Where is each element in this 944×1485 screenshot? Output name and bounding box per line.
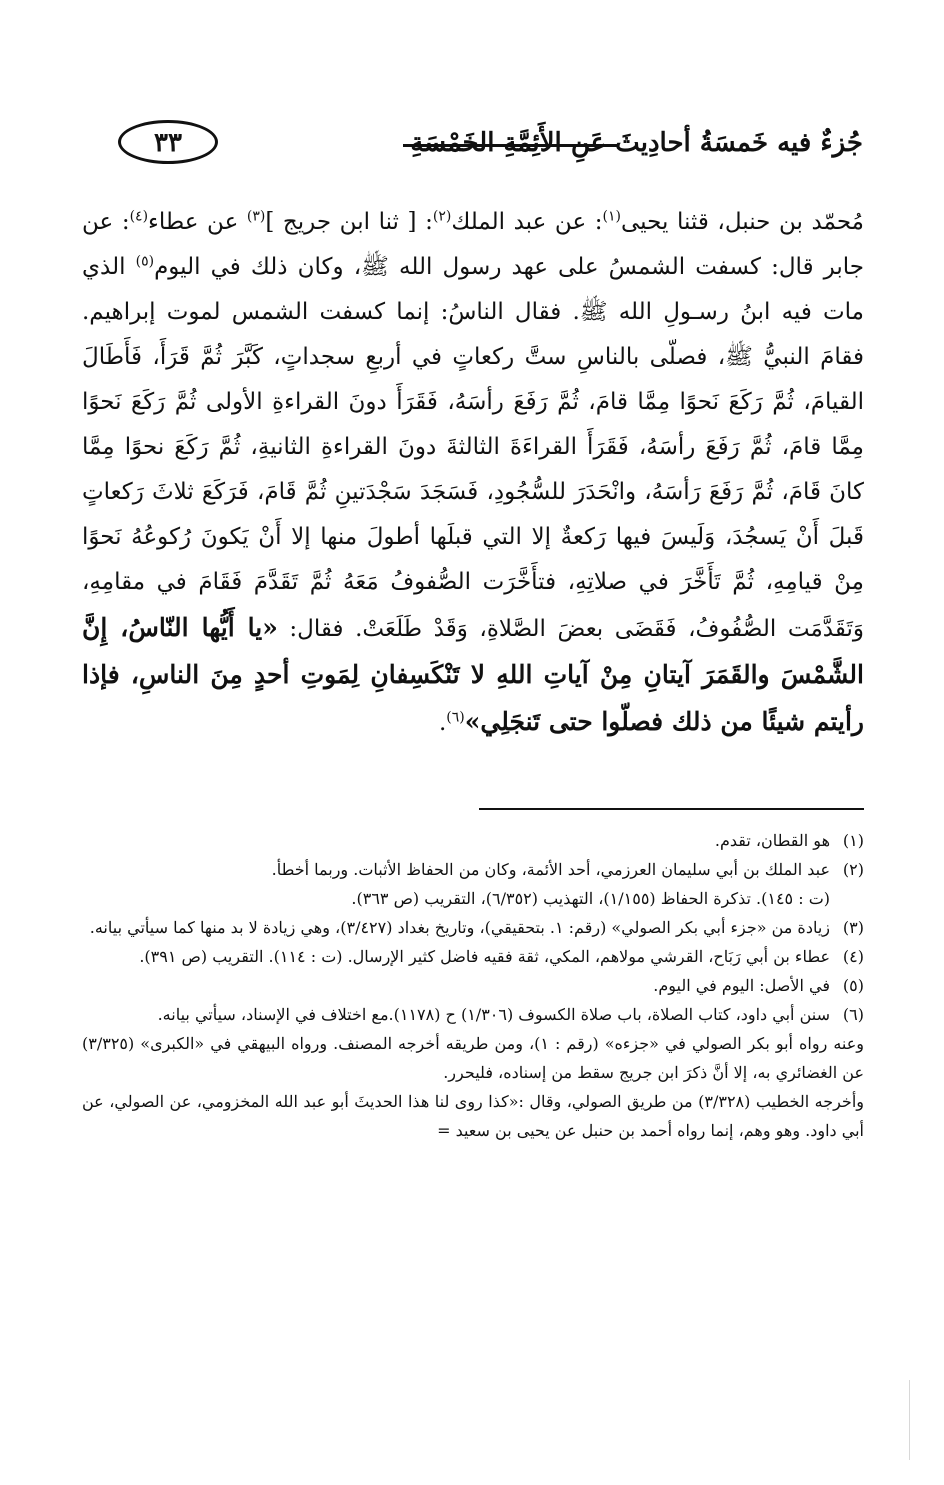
final-period: . — [438, 710, 447, 736]
footnote-ref-2: (٢) — [432, 208, 452, 225]
footnote-text: هو القطان، تقدم. — [714, 831, 830, 850]
matn-text-1: : عن جابر قال: كسفت الشمسُ على عهد رسول الله ﷺ، وكان ذلك في اليوم — [82, 209, 864, 280]
footnote-ref-3: (٣) — [246, 208, 266, 225]
footnote-number: (٥) — [842, 976, 864, 995]
footnote-5 — [82, 971, 864, 1000]
footnote-6 — [82, 1000, 864, 1029]
footnote-1 — [82, 826, 864, 855]
footnote-6-paragraph-2: وأخرجه الخطيب (٣/٣٢٨) من طريق الصولي، وقال :«كذا روى لنا هذا الحديثَ أبو عبد الله المخزومي، عن الصولي، عن أبي داود. وهو وهم، إنما رواه أحمد بن حنبل عن يحيى بن سعيد = — [82, 1092, 864, 1140]
isnad-text-4: عن عطاء — [148, 209, 247, 235]
footnote-separator — [479, 808, 864, 810]
footnote-text: سنن أبي داود، كتاب الصلاة، باب صلاة الكسوف (١/٣٠٦) ح (١١٧٨).مع اختلاف في الإسناد، سيأتي بيانه. — [157, 1005, 830, 1024]
footnote-ref-1: (١) — [602, 208, 621, 225]
main-text — [82, 200, 864, 746]
footnote-number: (٢) — [842, 860, 864, 879]
footnote-2-continuation: (ت : ١٤٥). تذكرة الحفاظ (١/١٥٥)، التهذيب (٦/٣٥٢)، التقريب (ص ٣٦٣). — [351, 889, 830, 908]
footnote-ref-5: (٥) — [135, 253, 155, 270]
page-header — [118, 108, 863, 178]
footnote-number: (٦) — [842, 1005, 864, 1024]
page-number: ٣٣ — [118, 120, 218, 164]
isnad-text-3: : [ ثنا ابن جريج ] — [265, 209, 433, 235]
footnote-number: (٤) — [842, 947, 864, 966]
footnote-text: عبد الملك بن أبي سليمان العرزمي، أحد الأئمة، وكان من الحفاظ الأثبات. وربما أخطأ. — [271, 860, 830, 879]
footnote-3 — [82, 913, 864, 942]
footnote-number: (٣) — [842, 918, 864, 937]
isnad-text-2: : عن عبد الملك — [451, 209, 603, 235]
footnote-text: زيادة من «جزء أبي بكر الصولي» (رقم: ١. بتحقيقي)، وتاريخ بغداد (٣/٤٢٧)، وهي زيادة لا بد منها كما سيأتي بيانه. — [89, 918, 830, 937]
footnote-number: (١) — [842, 831, 864, 850]
footnotes — [82, 826, 864, 1145]
running-title: جُزءٌ فيه خَمسَةُ أحادِيثَ عَنِ الأَئِمَّةِ الخَمْسَةِ — [410, 128, 863, 158]
hadith-paragraph — [82, 200, 864, 746]
footnote-6-paragraph-1: وعنه رواه أبو بكر الصولي في «جزءه» (رقم : ١)، ومن طريقه أخرجه المصنف. ورواه البيهقي في «الكبرى» (٣/٣٢٥) عن الغضائري به، إلا أنَّ ذكرَ ابن جريج سقط من إسناده، فليحرر. — [82, 1034, 865, 1082]
prophetic-saying: «يا أَيُّها النّاسُ، إِنَّ الشَّمْسَ والقَمَرَ آيتانِ مِنْ آياتِ اللهِ لا تَنْكَسِفانِ لِمَوتِ أحدٍ مِنَ الناسِ، فإذا رأيتم شيئًا من ذلك فصلّوا حتى تَنجَلِي» — [82, 613, 864, 736]
footnote-text: في الأصل: اليوم في اليوم. — [653, 976, 830, 995]
matn-text-2: الذي مات فيه ابنُ رسـولِ الله ﷺ. فقال الناسُ: إنما كسفت الشمس لموت إبراهيم. فقامَ النبيُّ ﷺ، فصلّى بالناسِ ستَّ ركعاتٍ في أربعِ سجداتٍ، كَبَّرَ ثُمَّ قَرَأَ، فَأَطَالَ القيامَ، ثُمَّ رَكَعَ نَحوًا مِمَّا قامَ، ثُمَّ رَفَعَ رأسَهُ، فَقَرَأَ دونَ القراءةِ الأولى ثُمَّ رَكَعَ نَحوًا مِمَّا قامَ، ثُمَّ رَفَعَ رأسَهُ، فَقَرَأَ القراءَةَ الثالثةَ دونَ القراءةِ الثانيةِ، ثُمَّ رَكَعَ نحوًا مِمَّا كانَ قَامَ، ثُمَّ رَفَعَ رَأسَهُ، وانْحَدَرَ للسُّجُودِ، فَسَجَدَ سَجْدَتينِ ثُمَّ قَامَ، فَرَكَعَ ثلاثَ رَكعاتٍ قَبلَ أَنْ يَسجُدَ، وَلَيسَ فيها رَكعةٌ إلا التي قبلَها أطولَ منها إلا أَنْ يَكونَ رُكوعُهُ نَحوًا مِنْ قيامِهِ، ثُمَّ تَأَخَّرَ في صلاتِهِ، فتأَخَّرَت الصُّفوفُ مَعَهُ ثُمَّ تَقَدَّمَ فَقَامَ في مقامِهِ، وَتَقَدَّمَت الصُّفُوفُ، فَقَضَى بعضَ الصَّلاةِ، وَقَدْ طَلَعَتْ. فقال: — [82, 254, 864, 642]
scan-margin-mark — [909, 1380, 910, 1460]
isnad-text-1: مُحمّد بن حنبل، قثنا يحيى — [620, 209, 864, 235]
footnote-text: عطاء بن أبي رَبَاح، القرشي مولاهم، المكي، ثقة فقيه فاضل كثير الإرسال. (ت : ١١٤). التقريب (ص ٣٩١). — [139, 947, 830, 966]
header-rule — [403, 144, 618, 147]
footnote-2 — [82, 855, 864, 884]
footnote-ref-4: (٤) — [129, 208, 149, 225]
footnote-4 — [82, 942, 864, 971]
footnote-ref-6: (٦) — [446, 709, 465, 726]
